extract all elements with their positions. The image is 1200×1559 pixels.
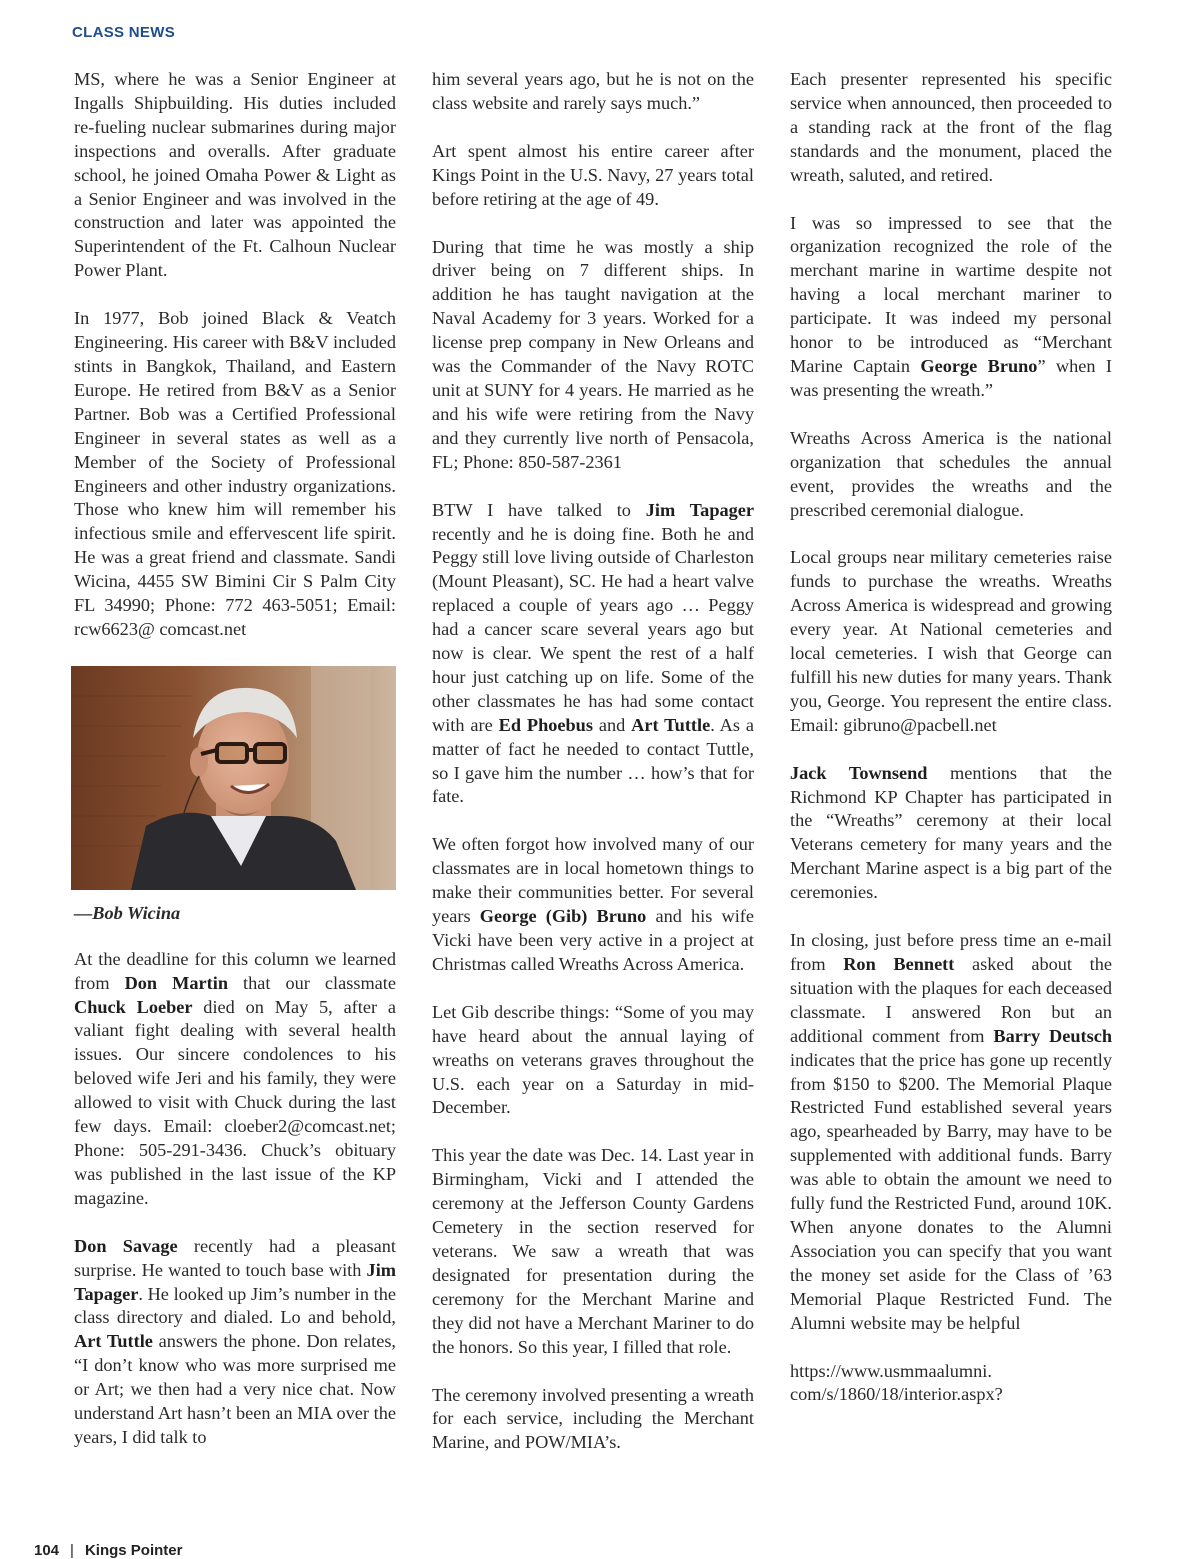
person-name: Art Tuttle xyxy=(74,1331,153,1352)
publication-name: Kings Pointer xyxy=(84,1542,183,1559)
paragraph: Wreaths Across America is the national organization that schedules the annual event, provides the wreaths and the prescribed ceremonial dialogue. xyxy=(790,427,1112,520)
paragraph: Each presenter represented his specific service when announced, then proceeded to a standing rack at the front of the flag standards and the monument, placed the wreath, saluted, and retired. xyxy=(790,69,1112,185)
paragraph: Local groups near military cemeteries raise funds to purchase the wreaths. Wreaths Across America is widespread and growing every year. At National cemeteries and local cemeteries. I wish that George can fulfill his new duties for many years. Thank you, George. You represent the entire class. Email: gibruno@pacbell.net xyxy=(790,547,1112,735)
paragraph: BTW I have talked to Jim Tapager recently and he is doing fine. Both he and Peggy still love living outside of Charleston (Mount Pleasant), SC. He had a heart valve replaced a couple of years ago … Peggy had a cancer scare several years ago but now is clear. We spent the rest of a half hour just catching up on life. Some of the other classmates he has had some contact with are Ed Phoebus and Art Tuttle. As a matter of fact he needed to contact Tuttle, so I gave him the number … how’s that for fate. xyxy=(432,499,755,807)
person-name: Chuck Loeber xyxy=(74,996,193,1017)
portrait-photo xyxy=(71,666,396,890)
person-name: George (Gib) Bruno xyxy=(479,906,647,927)
person-name: Jack Townsend xyxy=(790,762,928,783)
paragraph: During that time he was mostly a ship driver being on 7 different ships. In addition he has taught navigation at the Naval Academy for 3 years. Worked for a license prep company in New Orleans and was the Commander of the Navy ROTC unit at SUNY for 4 years. He married as he and his wife were retiring from the Navy and they currently live north of Pensacola, FL; Phone: 850-587-2361 xyxy=(432,236,754,472)
person-name: Don Savage xyxy=(74,1235,178,1256)
paragraph: This year the date was Dec. 14. Last year in Birmingham, Vicki and I attended the ceremony at the Jefferson County Gardens Cemetery in the section reserved for veterans. We saw a wreath that was designated for presentation during the ceremony for the Merchant Marine and they did not have a Merchant Mariner to do the honors. So this year, I filled that role. xyxy=(432,1145,754,1357)
paragraph: Let Gib describe things: “Some of you may have heard about the annual laying of wreaths on veterans graves throughout the U.S. each year on a Saturday in mid-December. xyxy=(432,1001,754,1118)
column-2 xyxy=(432,68,754,1479)
paragraph: The ceremony involved presenting a wreath for each service, including the Merchant Marine, and POW/MIA’s. xyxy=(432,1384,754,1453)
section-label: CLASS NEWS xyxy=(72,24,176,41)
paragraph: Jack Townsend mentions that the Richmond KP Chapter has participated in the “Wreaths” ceremony at their local Veterans cemetery for many years and the Merchant Marine aspect is a big part of the ceremonies. xyxy=(790,762,1112,903)
column-3 xyxy=(790,68,1112,1431)
paragraph: MS, where he was a Senior Engineer at Ingalls Shipbuilding. His duties included re-fueling nuclear submarines during major inspections and overalls. After graduate school, he joined Omaha Power & Light as a Senior Engineer and was involved in the construction and later was appointed the Superintendent of the Ft. Calhoun Nuclear Power Plant. xyxy=(74,69,396,281)
paragraph: At the deadline for this column we learned from Don Martin that our classmate Chuck Loeber died on May 5, after a valiant fight dealing with several health issues. Our sincere condolences to his beloved wife Jeri and his family, they were allowed to visit with Chuck during the last few days. Email: cloeber2@comcast.net; Phone: 505-291-3436. Chuck’s obituary was published in the last issue of the KP magazine. xyxy=(74,948,396,1208)
paragraph: I was so impressed to see that the organization recognized the role of the merchant marine in wartime despite not having a local merchant mariner to participate. It was indeed my personal honor to be introduced as “Merchant Marine Captain George Bruno” when I was presenting the wreath.” xyxy=(790,212,1112,400)
person-name: Ron Bennett xyxy=(843,954,955,974)
person-name: George Bruno xyxy=(920,355,1038,376)
alumni-website-url[interactable]: https://www.usmmaalumni. com/s/1860/18/interior.aspx? xyxy=(790,1360,1003,1405)
person-name: Jim Tapager xyxy=(74,1259,396,1304)
paragraph: Art spent almost his entire career after Kings Point in the U.S. Navy, 27 years total before retiring at the age of 49. xyxy=(432,140,754,209)
person-name: Ed Phoebus xyxy=(498,714,593,735)
person-name: Don Martin xyxy=(124,972,228,993)
person-name: Art Tuttle xyxy=(631,714,711,735)
page-footer xyxy=(34,1542,182,1559)
paragraph: We often forgot how involved many of our classmates are in local hometown things to make their communities better. For several years George (Gib) Bruno and his wife Vicki have been very active in a project at Christmas called Wreaths Across America. xyxy=(432,834,754,974)
column-1 xyxy=(74,68,396,1474)
paragraph: In 1977, Bob joined Black & Veatch Engineering. His career with B&V included stints in Bangkok, Thailand, and Eastern Europe. He retired from B&V as a Senior Partner. Bob was a Certified Professional Engineer in several states as well as a Member of the Society of Professional Engineers and other industry organizations. Those who knew him will remember his infectious smile and effervescent life spirit. He was a great friend and classmate. Sandi Wicina, 4455 SW Bimini Cir S Palm City FL 34990; Phone: 772 463-5051; Email: rcw6623@ comcast.net xyxy=(74,308,396,639)
page-number: 104 xyxy=(34,1542,60,1559)
paragraph: him several years ago, but he is not on the class website and rarely says much.” xyxy=(432,69,754,113)
photo-caption: —Bob Wicina xyxy=(74,902,181,923)
paragraph: In closing, just before press time an e-mail from Ron Bennett asked about the situation with the plaques for each deceased classmate. I answered Ron but an additional comment from Barry Deutsch indicates that the price has gone up recently from $150 to $200. The Memorial Plaque Restricted Fund established several years ago, spearheaded by Barry, may have to be supplemented with additional funds. Barry was able to obtain the amount we need to fully fund the Restricted Fund, around 10K. When anyone donates to the Alumni Association you can specify that you want the money set aside for the Class of ’63 Memorial Plaque Restricted Fund. The Alumni website may be helpful xyxy=(790,930,1113,1333)
person-name: Jim Tapager xyxy=(645,499,754,520)
footer-separator: | xyxy=(70,1542,74,1559)
person-name: Barry Deutsch xyxy=(993,1025,1112,1046)
paragraph: Don Savage recently had a pleasant surprise. He wanted to touch base with Jim Tapager. He looked up Jim’s number in the class directory and dialed. Lo and behold, Art Tuttle answers the phone. Don relates, “I don’t know who was more surprised me or Art; we then had a very nice chat. Now understand Art hasn’t been an MIA over the years, I did talk to xyxy=(74,1235,396,1447)
